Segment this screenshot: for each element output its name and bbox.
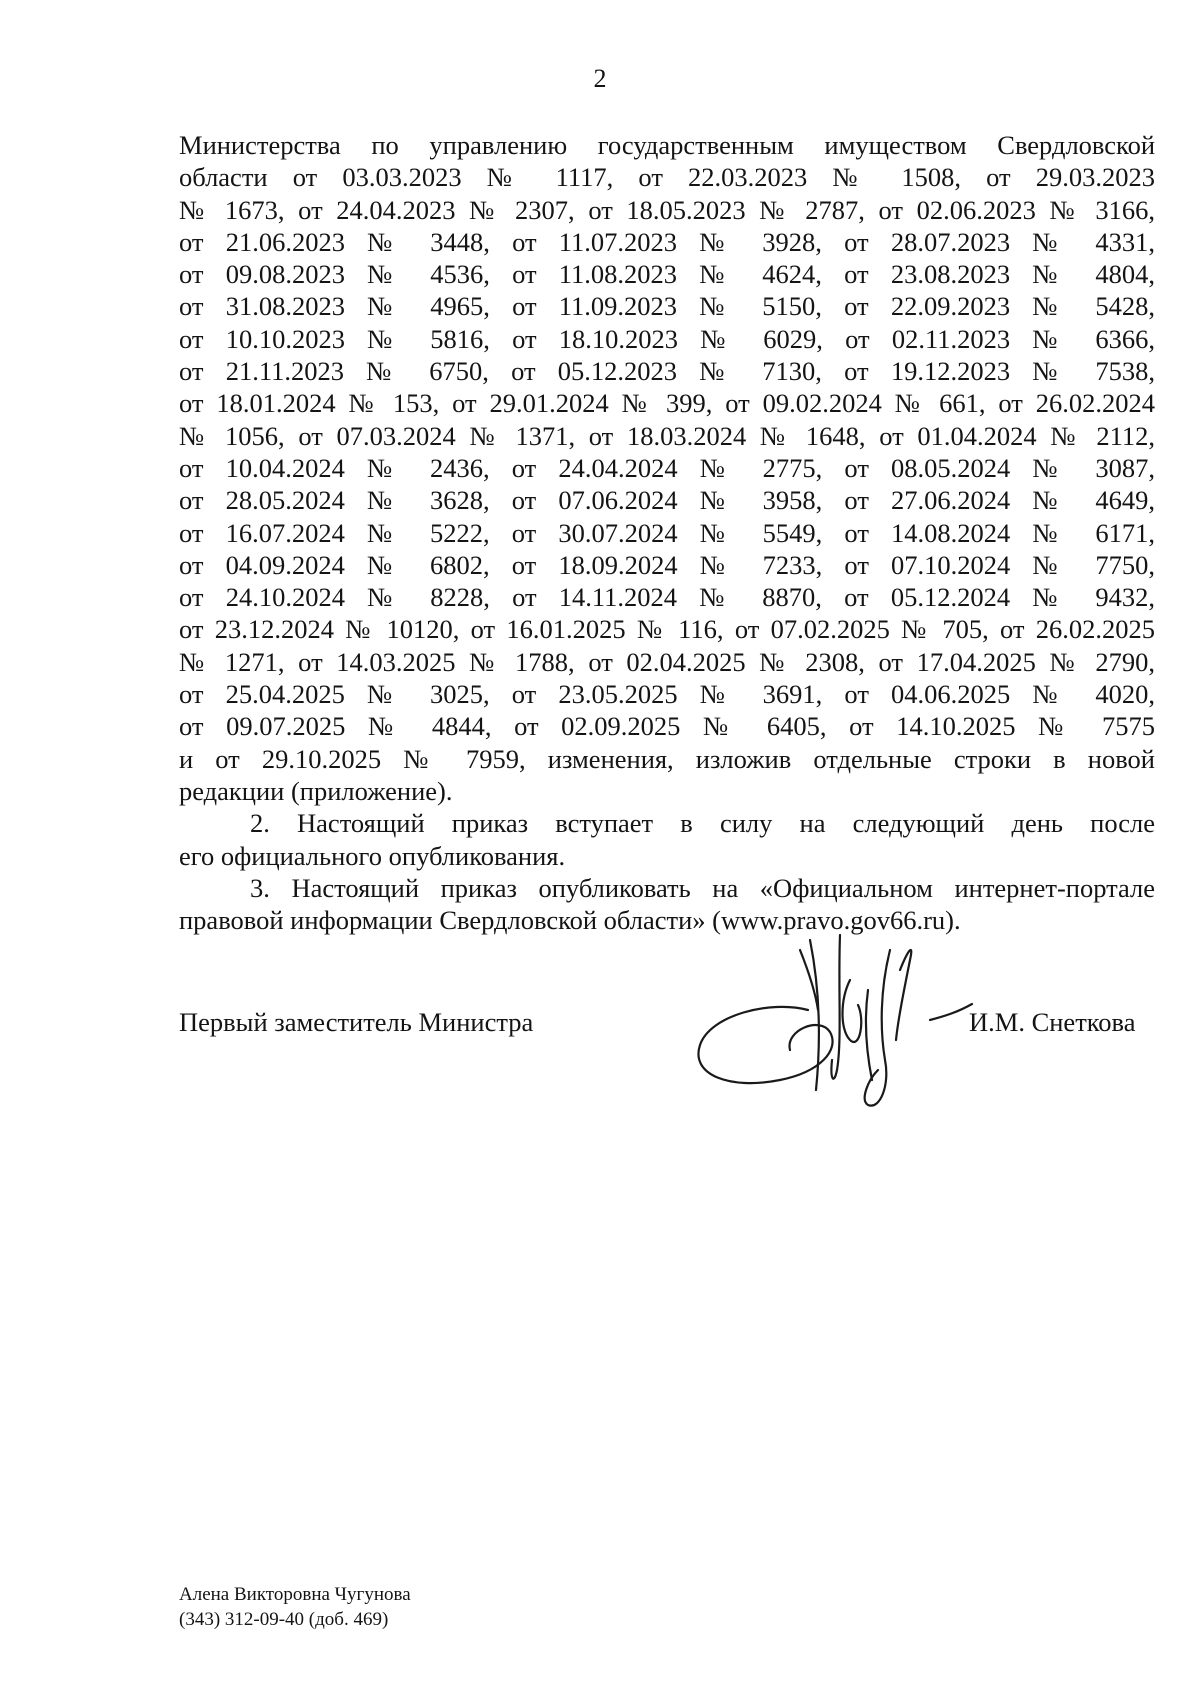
signatory-name: И.М. Снеткова: [969, 1007, 1136, 1037]
text-line: от 24.10.2024 № 8228, от 14.11.2024 № 8870, от 05.12.2024 № 9432,: [179, 582, 1155, 613]
text-line: редакции (приложение).: [179, 775, 453, 806]
executor-phone: (343) 312-09-40 (доб. 469): [179, 1609, 389, 1630]
text-line: № 1673, от 24.04.2023 № 2307, от 18.05.2023 № 2787, от 02.06.2023 № 3166,: [179, 194, 1155, 225]
order-text: [179, 129, 1155, 936]
text-line: от 31.08.2023 № 4965, от 11.09.2023 № 5150, от 22.09.2023 № 5428,: [179, 291, 1155, 322]
page-number: 2: [593, 64, 607, 93]
signatory-title: Первый заместитель Министра: [179, 1007, 534, 1037]
paragraph-2-line: его официального опубликования.: [179, 840, 566, 871]
executor-block: [179, 1582, 411, 1632]
text-line: № 1271, от 14.03.2025 № 1788, от 02.04.2025 № 2308, от 17.04.2025 № 2790,: [179, 646, 1155, 677]
paragraph-3-line: 3. Настоящий приказ опубликовать на «Официальном интернет-портале: [250, 872, 1155, 903]
text-line: Министерства по управлению государственным имуществом Свердловской: [179, 130, 1155, 160]
handwritten-signature: [690, 920, 980, 1120]
text-line: от 04.09.2024 № 6802, от 18.09.2024 № 7233, от 07.10.2024 № 7750,: [179, 549, 1155, 580]
text-line: и от 29.10.2025 № 7959, изменения, изложив отдельные строки в новой: [179, 743, 1155, 774]
executor-name: Алена Викторовна Чугунова: [179, 1584, 411, 1605]
text-line: № 1056, от 07.03.2024 № 1371, от 18.03.2024 № 1648, от 01.04.2024 № 2112,: [179, 420, 1155, 451]
text-line: от 21.11.2023 № 6750, от 05.12.2023 № 7130, от 19.12.2023 № 7538,: [179, 356, 1155, 387]
text-line: области от 03.03.2023 № 1117, от 22.03.2023 № 1508, от 29.03.2023: [179, 162, 1155, 193]
text-line: от 28.05.2024 № 3628, от 07.06.2024 № 3958, от 27.06.2024 № 4649,: [179, 485, 1155, 516]
text-line: от 21.06.2023 № 3448, от 11.07.2023 № 3928, от 28.07.2023 № 4331,: [179, 226, 1155, 257]
text-line: от 09.08.2023 № 4536, от 11.08.2023 № 4624, от 23.08.2023 № 4804,: [179, 259, 1155, 290]
text-line: от 18.01.2024 № 153, от 29.01.2024 № 399, от 09.02.2024 № 661, от 26.02.2024: [179, 388, 1155, 419]
text-line: от 16.07.2024 № 5222, от 30.07.2024 № 5549, от 14.08.2024 № 6171,: [179, 517, 1155, 548]
text-line: от 09.07.2025 № 4844, от 02.09.2025 № 6405, от 14.10.2025 № 7575: [179, 711, 1155, 742]
text-line: от 10.04.2024 № 2436, от 24.04.2024 № 2775, от 08.05.2024 № 3087,: [179, 452, 1155, 483]
text-line: от 10.10.2023 № 5816, от 18.10.2023 № 6029, от 02.11.2023 № 6366,: [179, 323, 1155, 354]
paragraph-3-line: правовой информации Свердловской области» (www.pravo.gov66.ru).: [179, 905, 961, 936]
text-line: от 25.04.2025 № 3025, от 23.05.2025 № 3691, от 04.06.2025 № 4020,: [179, 679, 1155, 710]
text-line: от 23.12.2024 № 10120, от 16.01.2025 № 116, от 07.02.2025 № 705, от 26.02.2025: [179, 614, 1155, 645]
paragraph-2-line: 2. Настоящий приказ вступает в силу на следующий день после: [250, 808, 1155, 839]
